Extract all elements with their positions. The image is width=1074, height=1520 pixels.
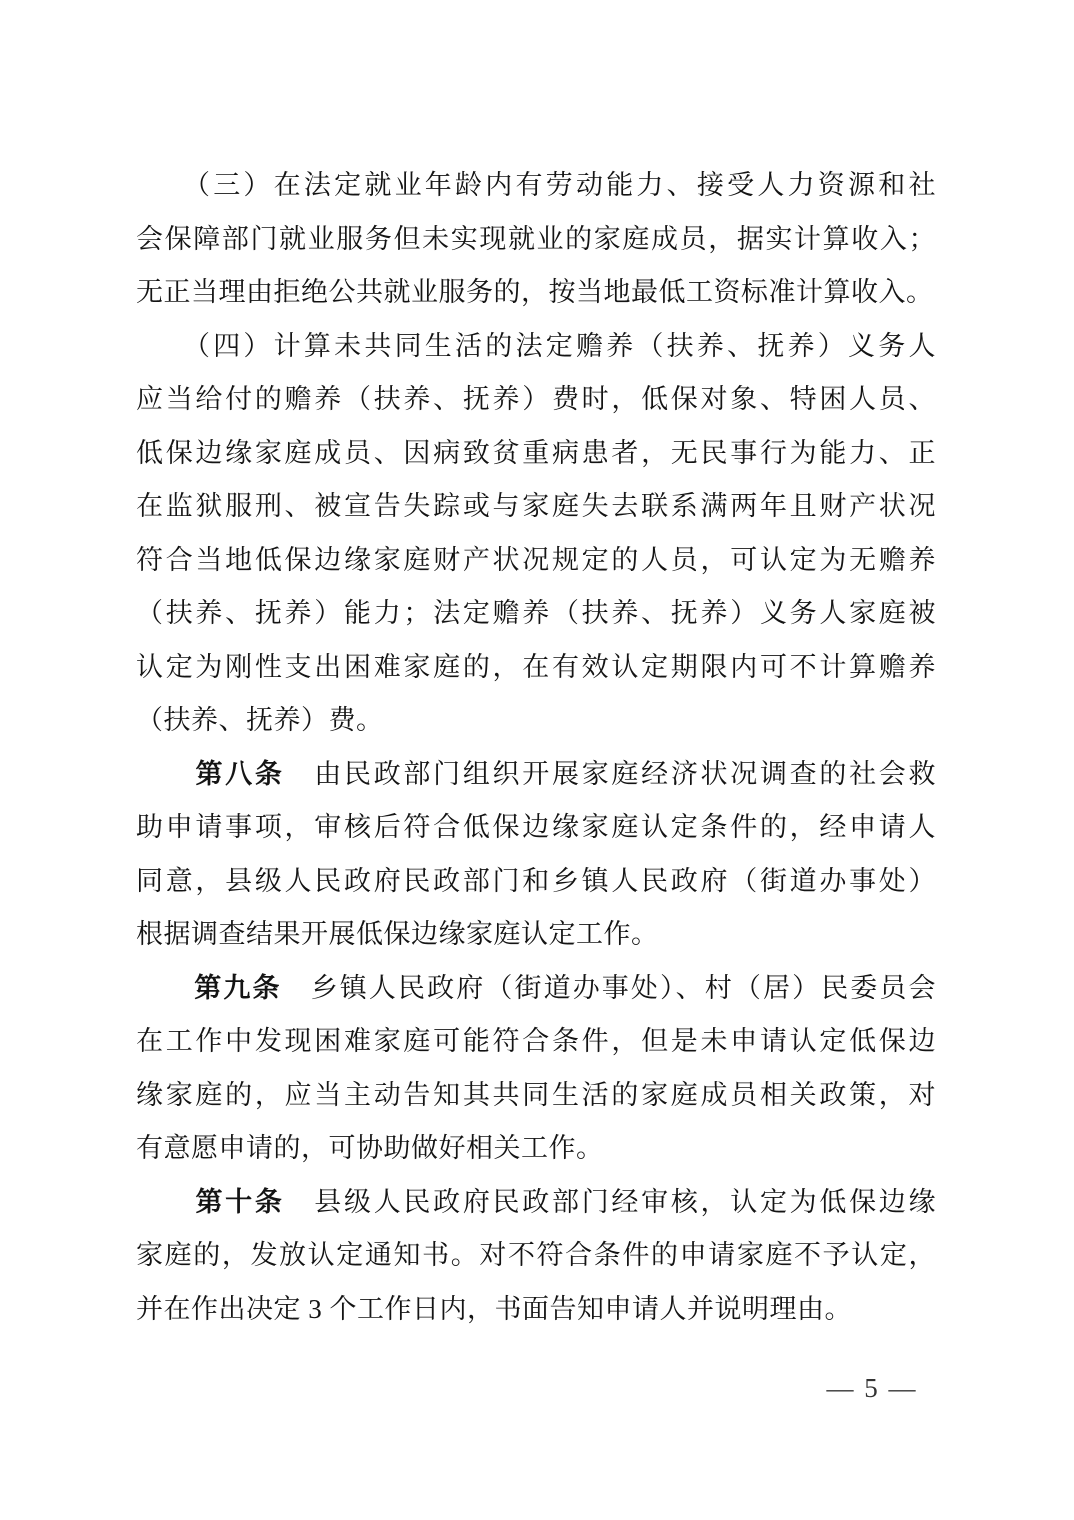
- text-segment: 在监狱服刑、被宣告失踪或与家庭失去联系满两年且财产状况: [136, 491, 936, 521]
- text-segment: [136, 1187, 195, 1217]
- text-line: [136, 427, 936, 481]
- page-number: — 5 —: [826, 1373, 918, 1403]
- text-segment: [136, 973, 194, 1003]
- text-line: [136, 320, 936, 374]
- text-line: [136, 748, 936, 802]
- text-line: [136, 1283, 936, 1337]
- text-line: [136, 855, 936, 909]
- text-segment: 应当给付的赡养（扶养、抚养）费时，低保对象、特困人员、: [136, 384, 936, 414]
- text-segment: 县级人民政府民政部门经审核，认定为低保边缘: [284, 1186, 937, 1217]
- article-number: 第八条: [195, 758, 285, 789]
- text-line: [136, 694, 936, 748]
- text-line: [136, 1122, 936, 1176]
- text-segment: （扶养、抚养）能力；法定赡养（扶养、抚养）义务人家庭被: [136, 598, 936, 628]
- text-segment: 家庭的，发放认定通知书。对不符合条件的申请家庭不予认定，: [136, 1240, 936, 1270]
- text-line: [136, 801, 936, 855]
- text-line: [136, 908, 936, 962]
- text-segment: 无正当理由拒绝公共就业服务的，按当地最低工资标准计算收入。: [136, 277, 934, 307]
- text-segment: 低保边缘家庭成员、因病致贫重病患者，无民事行为能力、正: [136, 437, 936, 468]
- text-segment: 会保障部门就业服务但未实现就业的家庭成员，据实计算收入；: [136, 223, 936, 254]
- text-segment: 根据调查结果开展低保边缘家庭认定工作。: [136, 919, 659, 949]
- text-line: [136, 1015, 936, 1069]
- text-segment: （三）在法定就业年龄内有劳动能力、接受人力资源和社: [136, 170, 936, 200]
- text-segment: （扶养、抚养）费。: [136, 705, 384, 735]
- text-segment: 认定为刚性支出困难家庭的，在有效认定期限内可不计算赡养: [136, 651, 936, 682]
- text-segment: （四）计算未共同生活的法定赡养（扶养、抚养）义务人: [136, 330, 936, 361]
- text-line: [136, 641, 936, 695]
- text-line: [136, 587, 936, 641]
- text-segment: [136, 759, 195, 789]
- document-body: [136, 159, 936, 1336]
- article-number: 第九条: [194, 972, 282, 1003]
- text-line: [136, 159, 936, 213]
- text-segment: 并在作出决定 3 个工作日内，书面告知申请人并说明理由。: [136, 1293, 852, 1324]
- text-line: [136, 1229, 936, 1283]
- text-segment: 同意，县级人民政府民政部门和乡镇人民政府（街道办事处）: [136, 865, 936, 896]
- text-segment: 乡镇人民政府（街道办事处）、村（居）民委员会: [281, 972, 937, 1003]
- article-number: 第十条: [195, 1186, 285, 1217]
- text-line: [136, 1069, 936, 1123]
- text-line: [136, 534, 936, 588]
- text-segment: 由民政部门组织开展家庭经济状况调查的社会救: [284, 758, 937, 789]
- text-line: [136, 373, 936, 427]
- text-line: [136, 213, 936, 267]
- text-segment: 助申请事项，审核后符合低保边缘家庭认定条件的，经申请人: [136, 812, 936, 842]
- text-segment: 符合当地低保边缘家庭财产状况规定的人员，可认定为无赡养: [136, 544, 936, 575]
- text-line: [136, 1176, 936, 1230]
- text-segment: 在工作中发现困难家庭可能符合条件，但是未申请认定低保边: [136, 1026, 936, 1056]
- text-line: [136, 266, 936, 320]
- text-line: [136, 480, 936, 534]
- text-segment: 缘家庭的，应当主动告知其共同生活的家庭成员相关政策，对: [136, 1079, 936, 1110]
- text-segment: 有意愿申请的，可协助做好相关工作。: [136, 1133, 604, 1163]
- text-line: [136, 962, 936, 1016]
